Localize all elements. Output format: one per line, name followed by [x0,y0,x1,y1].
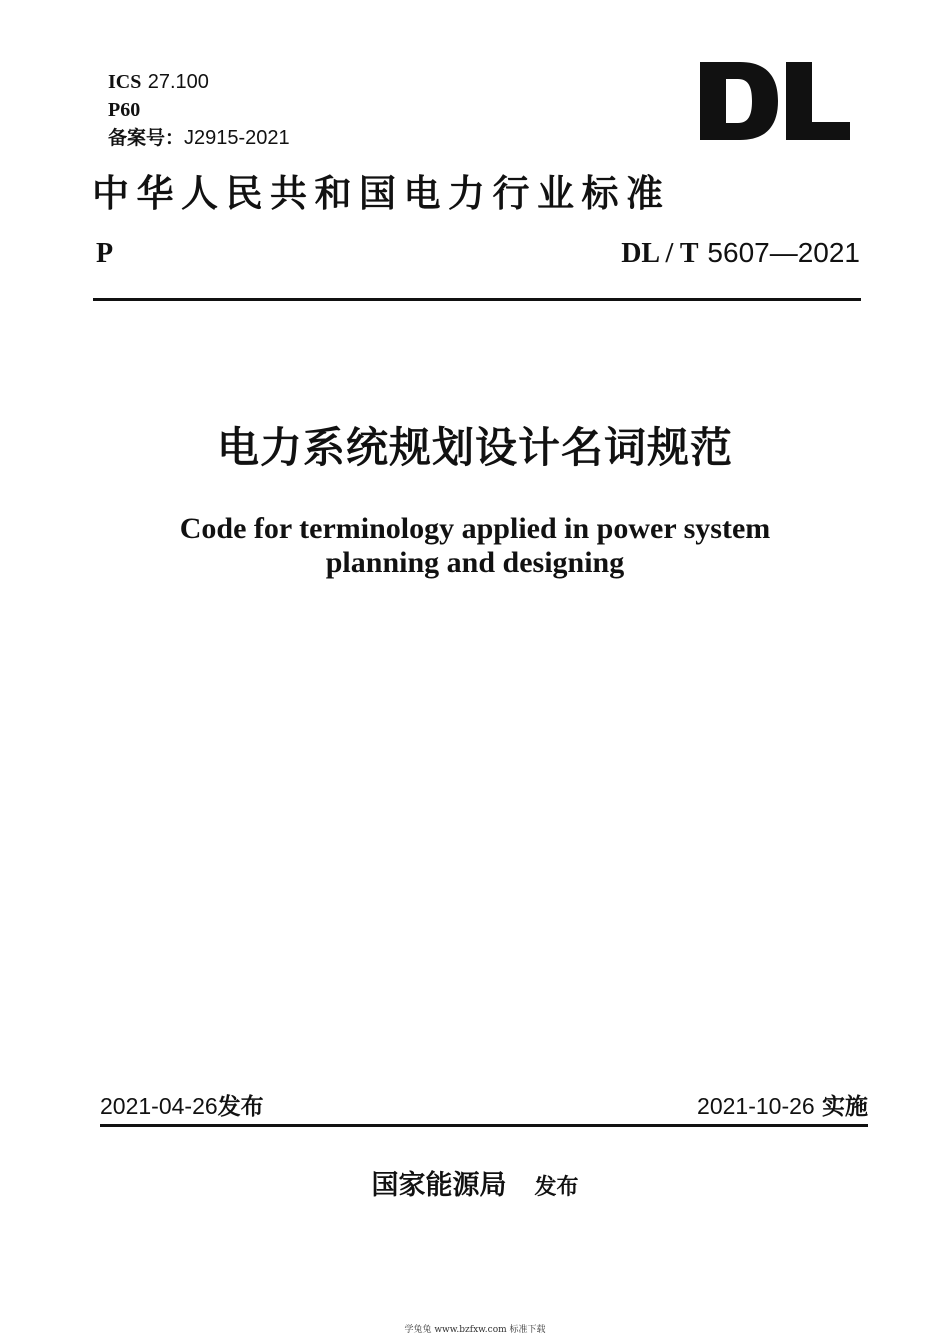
publisher-name: 国家能源局 [371,1170,507,1201]
implement-date [697,1090,868,1123]
standard-code-prefix: DL / T [621,238,699,269]
document-title-cn: 电力系统规划设计名词规范 [216,423,733,472]
standard-code-number: 5607—2021 [707,237,860,268]
ics-value: 27.100 [147,71,209,93]
implement-date-value: 2021-10-26 [697,1093,815,1119]
publisher-action: 发布 [534,1175,579,1200]
standard-category: P [96,238,114,269]
record-label: 备案号： [108,127,185,149]
record-line [108,126,290,149]
document-title-en [0,512,950,580]
dl-logo [700,62,850,140]
dl-logo-letter-d [700,62,778,140]
top-divider [93,298,861,301]
implement-date-label: 实施 [822,1094,868,1120]
standard-title: 中华人民共和国电力行业标准 [92,171,671,215]
ics-line [108,70,209,93]
record-value: J2915-2021 [184,127,290,149]
ccs-code: P60 [108,99,141,121]
document-title-en-line2: planning and designing [325,546,625,579]
issue-date-value: 2021-04-26 [100,1093,218,1119]
issue-date-label: 发布 [217,1094,264,1120]
dl-logo-letter-l [786,62,850,140]
document-title-en-line1: Code for terminology applied in power system [179,512,771,545]
ics-label: ICS [108,71,142,93]
bottom-divider [100,1124,868,1127]
ccs-line [108,98,140,121]
footer-watermark: 学兔兔 www.bzfxw.com 标准下载 [404,1325,546,1335]
standard-code [621,236,860,271]
publisher [0,1168,950,1206]
issue-date [100,1090,264,1123]
